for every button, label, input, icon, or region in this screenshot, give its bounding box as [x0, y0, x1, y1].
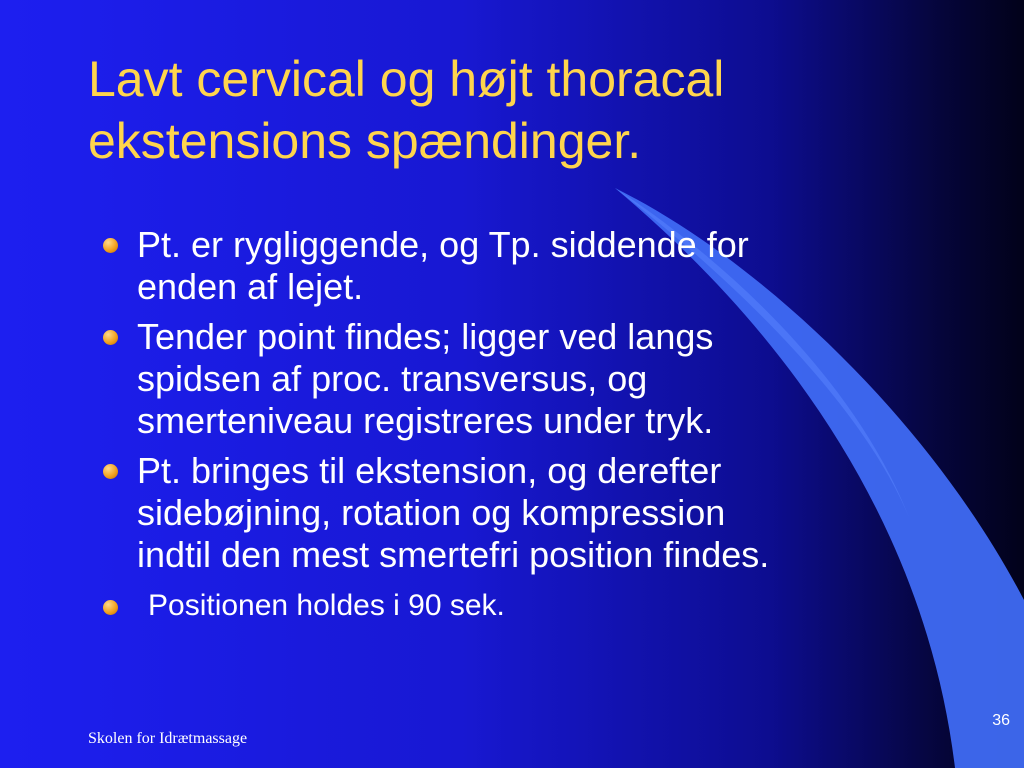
bullet-3-line-1: Pt. bringes til ekstension, og derefter: [137, 450, 722, 491]
bullet-list: [96, 224, 956, 632]
slide-title: [88, 48, 988, 172]
bullet-2-line-2: spidsen af proc. transversus, og: [137, 358, 648, 399]
bullet-dot-icon: [103, 330, 118, 345]
bullet-4-line-1: Positionen holdes i 90 sek.: [148, 589, 505, 622]
footer-text: Skolen for Idrætmassage: [88, 730, 248, 747]
page-number: 36: [992, 712, 1010, 729]
slide-title-line-2: ekstensions spændinger.: [88, 113, 642, 169]
bullet-item-2: [96, 316, 956, 442]
bullet-2-line-3: smerteniveau registreres under tryk.: [137, 400, 714, 441]
bullet-dot-icon: [103, 600, 118, 615]
bullet-item-1: [96, 224, 956, 308]
bullet-item-3: [96, 450, 956, 576]
bullet-1-line-2: enden af lejet.: [137, 266, 364, 307]
bullet-dot-icon: [103, 464, 118, 479]
bullet-dot-icon: [103, 238, 118, 253]
bullet-1-line-1: Pt. er rygliggende, og Tp. siddende for: [137, 224, 749, 265]
bullet-item-4: [96, 588, 956, 624]
bullet-3-line-2: sidebøjning, rotation og kompression: [137, 492, 726, 533]
bullet-2-line-1: Tender point findes; ligger ved langs: [137, 316, 714, 357]
slide-title-line-1: Lavt cervical og højt thoracal: [88, 51, 725, 107]
bullet-3-line-3: indtil den mest smertefri position findes.: [137, 534, 770, 575]
